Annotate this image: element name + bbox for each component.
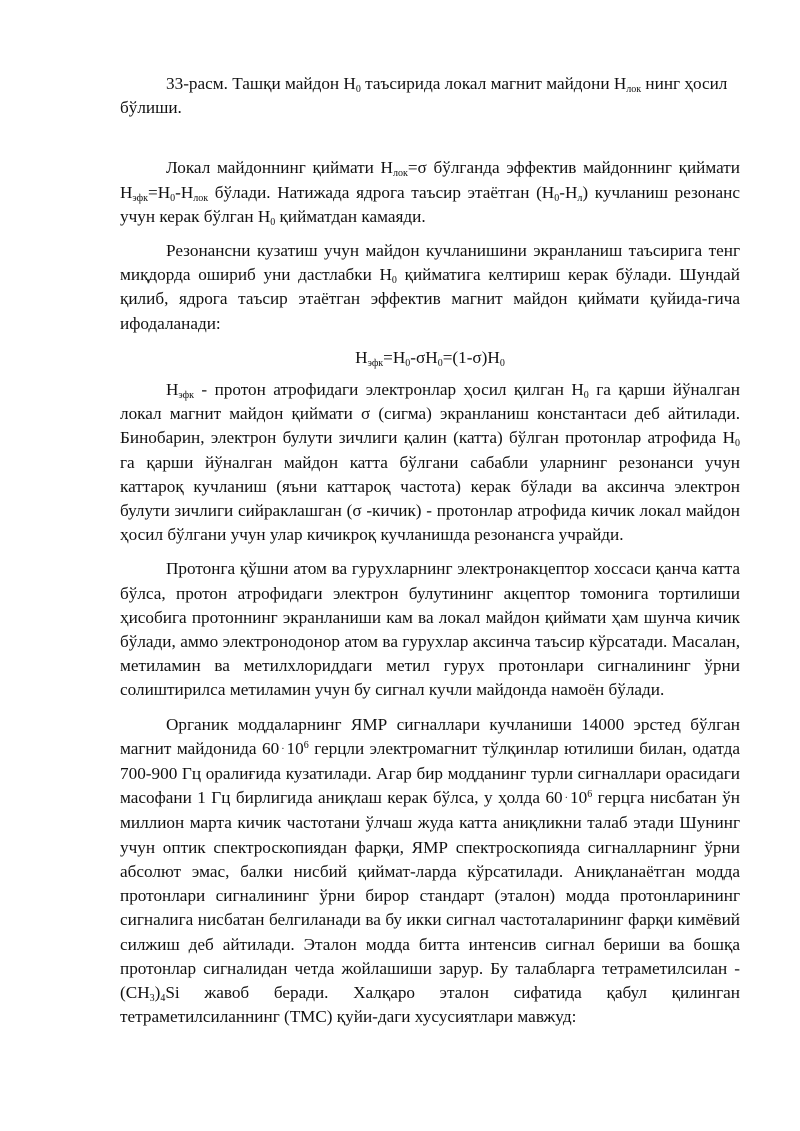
text-run: -H xyxy=(175,182,194,202)
spacer xyxy=(120,120,740,156)
text-run: Локал майдоннинг қиймати H xyxy=(166,158,393,178)
subscript: 0 xyxy=(391,275,397,287)
superscript: 6 xyxy=(303,739,309,751)
text-run: бўлади. Натижада ядрога таъсир этаётган (H xyxy=(208,182,555,202)
text-run: герцга нисбатан ўн миллион марта кичик частотани ўлчаш жуда катта аниқликни талаб этади Шунинг учун оптик спектроскопиядан фарқи, ЯМР спектроскопияда сигналларнинг ўрни абсолют эмас, балки нисбий қиймат-ларда кўрсатилади. Аниқланаётган модда протонлари сигналининг ўрни бирор стандарт (эталон) модда протонларининг сигналига нисбатан белгиланади ва бу икки сигнал частоталарининг фарқи кимёвий силжиш деб айтилади. Эталон модда битта интенсив сигнал бериши ва бошқа протонлар сигналидан четда жойлашиши зарур. Бу талабларга тетраметилсилан - (CH xyxy=(120,788,740,1002)
text-run: га қарши йўналган локал магнит майдон қиймати σ (сигма) экранланиш константаси деб айтилади. Бинобарин, электрон булути зичлиги қалин (катта) бўлган протонлар атрофида H xyxy=(120,380,740,448)
subscript: эфк xyxy=(132,192,148,204)
subscript: 0 xyxy=(583,390,589,402)
paragraph-electron-acceptor: Протонга қўшни атом ва гурухларнинг электронакцептор хоссаси қанча катта бўлса, протон атрофидаги электрон булутининг акцептор томонига тортилиши ҳисобига протоннинг экранланиши кам ва локал майдон қиймати ҳам шунча кичик бўлади, аммо электронодонор атом ва гурухлар аксинча таъсир кўрсатади. Масалан, метиламин ва метилхлориддаги метил гурух протонлари сигналининг ўрни солиштирилса метиламин учун бу сигнал кучли майдонда намоён бўлади. xyxy=(120,559,740,700)
figure-caption xyxy=(120,72,740,120)
paragraph-local-field xyxy=(120,156,740,229)
subscript: лок xyxy=(193,192,209,204)
effective-field-formula xyxy=(120,346,740,370)
subscript: лок xyxy=(392,168,408,180)
text-run: =H xyxy=(148,182,171,202)
formula-run: -σH xyxy=(410,347,438,367)
caption-sub-b: лок xyxy=(626,84,642,95)
caption-text-b: таъсирида локал магнит майдони H xyxy=(360,74,627,93)
subscript: 0 xyxy=(554,192,560,204)
text-run: ) кучланиш резонанс учун керак бўлган H xyxy=(120,182,740,226)
multiplication-dot: · xyxy=(281,743,285,755)
paragraph-nmr-signals xyxy=(120,713,740,1030)
caption-text-c: нинг ҳосил бўлиши. xyxy=(120,74,728,118)
formula-run: =(1-σ)H xyxy=(442,347,500,367)
text-run: герцли электромагнит тўлқинлар ютилиши билан, одатда 700-900 Гц оралиғида кузатилади. Агар бир модданинг турли сигналлари орасидаги масофани 1 Гц бирлигида аниқлаш керак бўлса, у ҳолда 60 xyxy=(120,738,740,808)
text-run: =σ бўлганда эффектив майдоннинг қиймати H xyxy=(120,158,740,202)
text-run: қийматдан камаяди. xyxy=(275,206,426,226)
paragraph-resonance xyxy=(120,239,740,336)
subscript: 0 xyxy=(499,357,505,369)
caption-text-a: 33-расм. Ташқи майдон H xyxy=(166,74,356,93)
text-run: - протон атрофидаги электронлар ҳосил қилган H xyxy=(194,380,584,400)
subscript: л xyxy=(577,192,583,204)
text-run: H xyxy=(166,380,179,400)
text-run: Si жавоб беради. Халқаро эталон сифатида қабул қилинган тетраметилсиланнинг (ТМС) қуйи-даги хусусиятлари мавжуд: xyxy=(120,982,740,1027)
subscript: 0 xyxy=(735,438,740,450)
subscript: 0 xyxy=(270,216,276,228)
text-run: 10 xyxy=(570,788,588,808)
text-run: 10 xyxy=(286,738,304,758)
text-run: Резонансни кузатиш учун майдон кучланишини экранланиш таъсирига тенг миқдорда ошириб уни дастлабки H xyxy=(120,241,740,285)
formula-run: H xyxy=(355,347,368,367)
text-run: -H xyxy=(559,182,578,202)
paragraph-shielding-constant xyxy=(120,378,740,547)
document-page xyxy=(120,72,740,1039)
subscript: 0 xyxy=(405,357,411,369)
text-run: ) xyxy=(154,982,161,1002)
subscript: 3 xyxy=(149,992,155,1004)
caption-sub-a: 0 xyxy=(355,84,361,95)
subscript: 4 xyxy=(160,992,166,1004)
text-run: қийматига келтириш керак бўлади. Шундай қилиб, ядрога таъсир этаётган эффектив магнит майдон қиймати қуйида-гича ифодаланади: xyxy=(120,265,740,333)
multiplication-dot: · xyxy=(564,793,568,805)
text-run: га қарши йўналган майдон катта бўлгани сабабли уларнинг резонанси учун каттароқ кучланиш (яъни каттароқ частота) керак бўлади ва аксинча электрон булути зичлиги сийраклашган (σ -кичик) - протонлар атрофида кичик локал майдон ҳосил бўлгани учун улар кичикроқ кучланишда резонансга учрайди. xyxy=(120,452,740,545)
subscript: 0 xyxy=(437,357,443,369)
superscript: 6 xyxy=(587,789,593,801)
subscript: 0 xyxy=(170,192,176,204)
subscript: эфк xyxy=(178,390,194,402)
formula-run: =H xyxy=(383,347,406,367)
text-run: Органик моддаларнинг ЯМР сигналлари кучланиши 14000 эрстед бўлган магнит майдонида 60 xyxy=(120,714,740,758)
subscript: эфк xyxy=(367,357,384,369)
